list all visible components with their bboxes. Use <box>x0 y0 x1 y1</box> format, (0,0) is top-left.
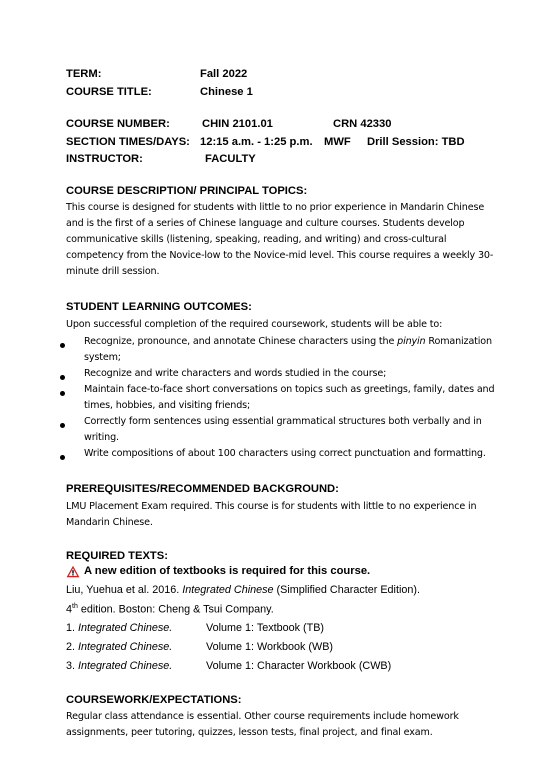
outcome-item-1-cont: system; <box>84 352 121 363</box>
textbook-item-number: 2. <box>66 641 79 653</box>
textbook-item-3 <box>66 660 172 672</box>
prereq-heading: PREREQUISITES/RECOMMENDED BACKGROUND: <box>66 483 339 495</box>
outcome-item-5: Write compositions of about 100 characters using correct punctuation and formatting. <box>84 448 486 459</box>
prereq-line-2: Mandarin Chinese. <box>66 517 153 528</box>
instructor-label: INSTRUCTOR: <box>66 153 143 165</box>
coursework-line-1: Regular class attendance is essential. Other course requirements include homework <box>66 711 459 722</box>
section-days-value: MWF <box>324 136 351 148</box>
outcome-item-3: Maintain face-to-face short conversations on topics such as greetings, family, dates and <box>84 384 495 395</box>
crn-value: CRN 42330 <box>333 118 392 130</box>
bullet-icon <box>60 423 65 428</box>
course-number-label: COURSE NUMBER: <box>66 118 170 130</box>
term-value: Fall 2022 <box>200 68 248 80</box>
textbook-item-title: Integrated Chinese. <box>78 622 173 634</box>
outcome-item-1-text-end: Romanization <box>425 336 492 347</box>
textbook-item-number: 1. <box>66 622 79 634</box>
course-title-label: COURSE TITLE: <box>66 86 152 98</box>
edition-publisher: edition. Boston: Cheng & Tsui Company. <box>77 603 274 616</box>
description-line-1: This course is designed for students with little to no prior experience in Mandarin Chinese <box>66 202 485 213</box>
course-number-value: CHIN 2101.01 <box>202 118 273 130</box>
textbook-item-number: 3. <box>66 660 79 672</box>
course-title-value: Chinese 1 <box>200 86 253 98</box>
description-line-5: minute drill session. <box>66 266 160 277</box>
bullet-icon <box>60 343 65 348</box>
textbook-item-1 <box>66 622 172 634</box>
bullet-icon <box>60 391 65 396</box>
textbook-item-2-detail: Volume 1: Workbook (WB) <box>206 641 334 653</box>
pinyin-term: pinyin <box>397 336 426 347</box>
textbook-citation <box>66 584 420 596</box>
drill-session-value: Drill Session: TBD <box>367 136 465 148</box>
textbook-notice: A new edition of textbooks is required for this course. <box>84 565 371 577</box>
section-times-value: 12:15 a.m. - 1:25 p.m. <box>200 136 313 148</box>
edition-suffix: th <box>72 603 78 610</box>
section-times-label: SECTION TIMES/DAYS: <box>66 136 190 148</box>
description-heading: COURSE DESCRIPTION/ PRINCIPAL TOPICS: <box>66 185 308 197</box>
warning-triangle-icon <box>66 565 80 578</box>
instructor-value: FACULTY <box>205 153 256 165</box>
bullet-icon <box>60 455 65 460</box>
outcome-item-4-cont: writing. <box>84 432 119 443</box>
prereq-line-1: LMU Placement Exam required. This course is for students with little to no experience in <box>66 501 477 512</box>
outcomes-intro: Upon successful completion of the required coursework, students will be able to: <box>66 319 443 330</box>
coursework-heading: COURSEWORK/EXPECTATIONS: <box>66 694 242 706</box>
textbook-item-title: Integrated Chinese. <box>78 660 173 672</box>
outcome-item-4: Correctly form sentences using essential grammatical structures both verbally and in <box>84 416 482 427</box>
outcomes-heading: STUDENT LEARNING OUTCOMES: <box>66 301 252 313</box>
citation-edition-note: (Simplified Character Edition). <box>273 584 420 596</box>
textbook-item-title: Integrated Chinese. <box>78 641 173 653</box>
description-line-3: communicative skills (listening, speaking, reading, and writing) and cross-cultural <box>66 234 447 245</box>
outcome-item-1 <box>84 334 492 350</box>
description-line-4: competency from the Novice-low to the Novice-mid level. This course requires a weekly 30- <box>66 250 494 261</box>
edition-number: 4 <box>66 603 73 616</box>
outcome-item-2: Recognize and write characters and words studied in the course; <box>84 368 387 379</box>
description-line-2: and is the first of a series of Chinese language and culture courses. Students develop <box>66 218 465 229</box>
outcome-item-1-text: Recognize, pronounce, and annotate Chinese characters using the <box>84 336 398 347</box>
coursework-line-2: assignments, peer tutoring, quizzes, lesson tests, final project, and final exam. <box>66 727 433 738</box>
term-label: TERM: <box>66 68 102 80</box>
textbook-item-1-detail: Volume 1: Textbook (TB) <box>206 622 325 634</box>
outcome-item-3-cont: times, hobbies, and visiting friends; <box>84 400 251 411</box>
textbook-edition <box>66 603 274 616</box>
bullet-icon <box>60 375 65 380</box>
textbook-item-3-detail: Volume 1: Character Workbook (CWB) <box>206 660 392 672</box>
textbook-item-2 <box>66 641 172 653</box>
texts-heading: REQUIRED TEXTS: <box>66 550 168 562</box>
citation-title: Integrated Chinese <box>182 584 274 596</box>
citation-author-year: Liu, Yuehua et al. 2016. <box>66 584 183 596</box>
